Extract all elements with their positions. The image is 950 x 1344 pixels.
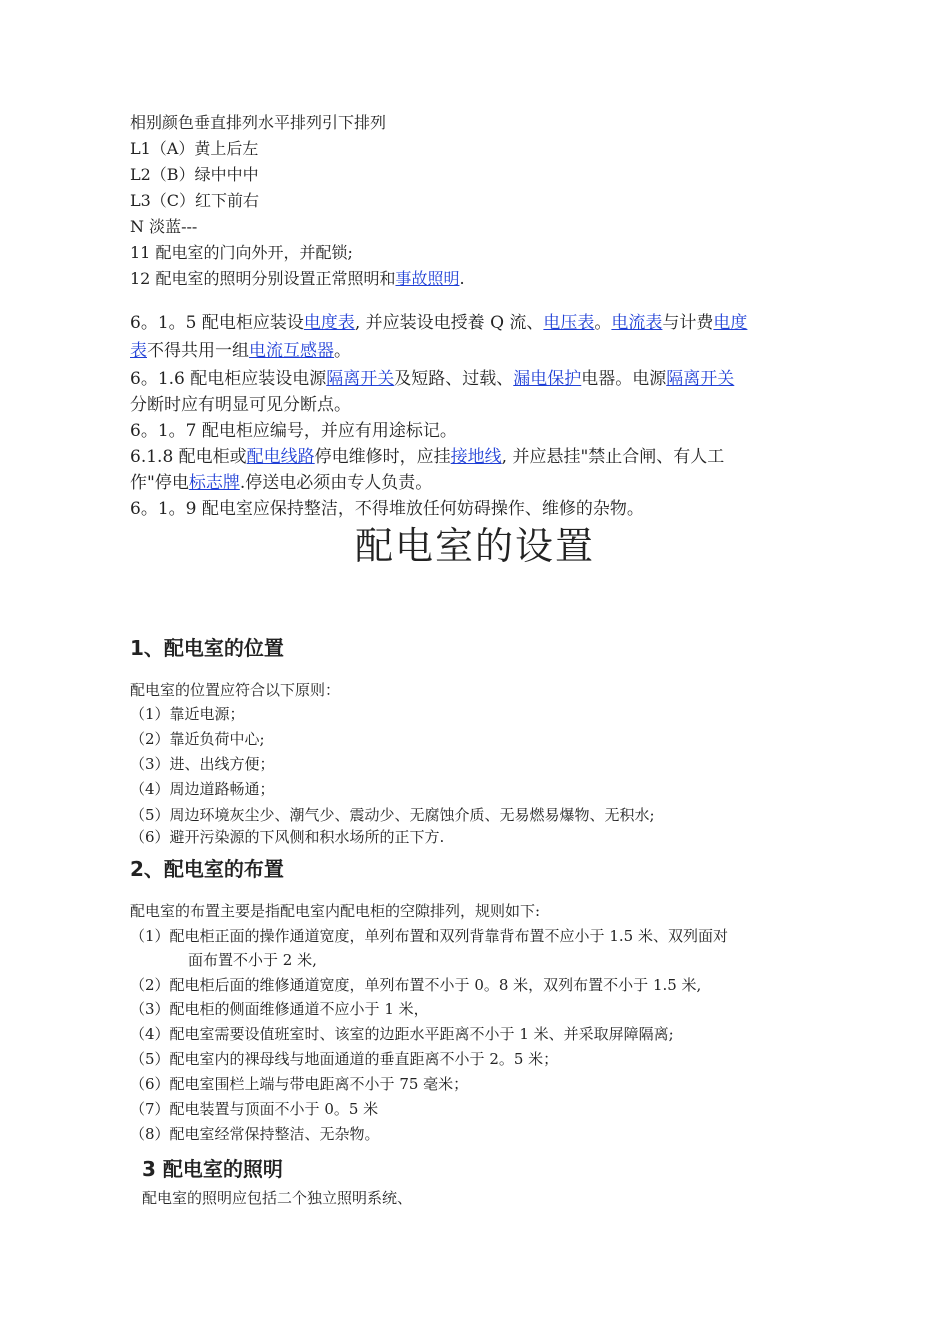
text-span: , 并应装设电授養 Q 流、 [354,313,544,333]
paragraph-6-1-7: 6。1。7 配电柜应编号，并应有用途标记。 [130,421,457,441]
list-item: （1）配电柜正面的操作通道宽度，单列布置和双列背靠背布置不应小于 1.5 米、双列面对 [130,927,728,945]
text-span: 与计费 [662,313,714,333]
list-item-continuation: 面布置不小于 2 米, [188,951,317,969]
list-item: （4）配电室需要设值班室时、该室的边距水平距离不小于 1 米、并采取屏障隔离; [130,1025,674,1043]
text-line: L2（B）绿中中中 [130,165,259,184]
text-span: 12 配电室的照明分别设置正常照明和 [130,269,396,288]
text-span: 。 [594,313,612,333]
link-ground-wire[interactable]: 接地线 [450,447,502,467]
link-watt-hour-meter-2-cont[interactable]: 表 [130,341,147,361]
paragraph-6-1-8-line2 [130,470,432,496]
text-span: 6。1.6 配电柜应装设电源 [130,369,327,389]
link-isolating-switch[interactable]: 隔离开关 [326,369,395,389]
text-span: 电器。电源 [581,369,667,389]
link-watt-hour-meter[interactable]: 电度表 [303,313,355,333]
text-line: L1（A）黄上后左 [130,139,259,158]
link-voltmeter[interactable]: 电压表 [543,313,595,333]
section-1-intro: 配电室的位置应符合以下原则： [130,681,341,699]
text-span: 6.1.8 配电柜或 [130,447,247,467]
list-item: （2）配电柜后面的维修通道宽度，单列布置不小于 0。8 米，双列布置不小于 1.5 米, [130,976,702,994]
text-line: 相别颜色垂直排列水平排列引下排列 [130,113,387,132]
paragraph-6-1-6-line1 [130,366,734,392]
paragraph-6-1-5-line1 [130,310,747,336]
text-span: 6。1。5 配电柜应装设 [130,313,304,333]
list-item: （6）避开污染源的下风侧和积水场所的正下方. [130,828,445,846]
section-3-heading: 3 配电室的照明 [142,1157,283,1181]
paragraph-6-1-6-line2: 分断时应有明显可见分断点。 [130,395,351,415]
list-item: （3）配电柜的侧面维修通道不应小于 1 米， [130,1000,429,1018]
text-line: L3（C）红下前右 [130,191,260,210]
link-distribution-line[interactable]: 配电线路 [246,447,315,467]
text-span: 作"停电 [130,473,189,493]
link-emergency-lighting[interactable]: 事故照明 [395,269,460,288]
text-line [130,266,465,292]
list-item: （7）配电装置与顶面不小于 0。5 米 [130,1100,379,1118]
text-span: 及短路、过载、 [394,369,514,389]
list-item: （2）靠近负荷中心; [130,730,265,748]
link-leakage-protection[interactable]: 漏电保护 [513,369,582,389]
paragraph-6-1-9: 6。1。9 配电室应保持整洁，不得堆放任何妨碍操作、维修的杂物。 [130,499,644,519]
link-watt-hour-meter-2[interactable]: 电度 [713,313,748,333]
section-2-heading: 2、配电室的布置 [130,857,284,881]
link-isolating-switch-2[interactable]: 隔离开关 [666,369,735,389]
text-span: 。 [334,341,351,361]
list-item: （4）周边道路畅通； [130,780,275,798]
link-current-transformer[interactable]: 电流互感器 [249,341,334,361]
section-2-intro: 配电室的布置主要是指配电室内配电柜的空隙排列，规则如下: [130,902,541,920]
section-3-intro: 配电室的照明应包括二个独立照明系统、 [142,1189,413,1207]
list-item: （8）配电室经常保持整洁、无杂物。 [130,1125,380,1143]
text-line: 11 配电室的门向外开，并配锁; [130,243,353,262]
list-item: （3）进、出线方便； [130,755,275,773]
list-item: （5）周边环境灰尘少、潮气少、震动少、无腐蚀介质、无易燃易爆物、无积水; [130,806,655,824]
list-item: （5）配电室内的裸母线与地面通道的垂直距离不小于 2。5 米； [130,1050,559,1068]
link-ammeter[interactable]: 电流表 [611,313,663,333]
page-title: 配电室的设置 [354,524,595,568]
section-1-heading: 1、配电室的位置 [130,636,284,660]
text-span: . [459,269,465,288]
link-sign-board[interactable]: 标志牌 [188,473,240,493]
paragraph-6-1-5-line2 [130,338,351,364]
paragraph-6-1-8-line1 [130,444,724,470]
text-line: N 淡蓝--- [130,217,198,236]
list-item: （1）靠近电源； [130,705,245,723]
text-span: , 并应悬挂"禁止合闸、有人工 [501,447,725,467]
text-span: .停送电必须由专人负责。 [239,473,433,493]
text-span: 停电维修时，应挂 [314,447,451,467]
text-span: 不得共用一组 [147,341,249,361]
list-item: （6）配电室围栏上端与带电距离不小于 75 毫米； [130,1075,469,1093]
